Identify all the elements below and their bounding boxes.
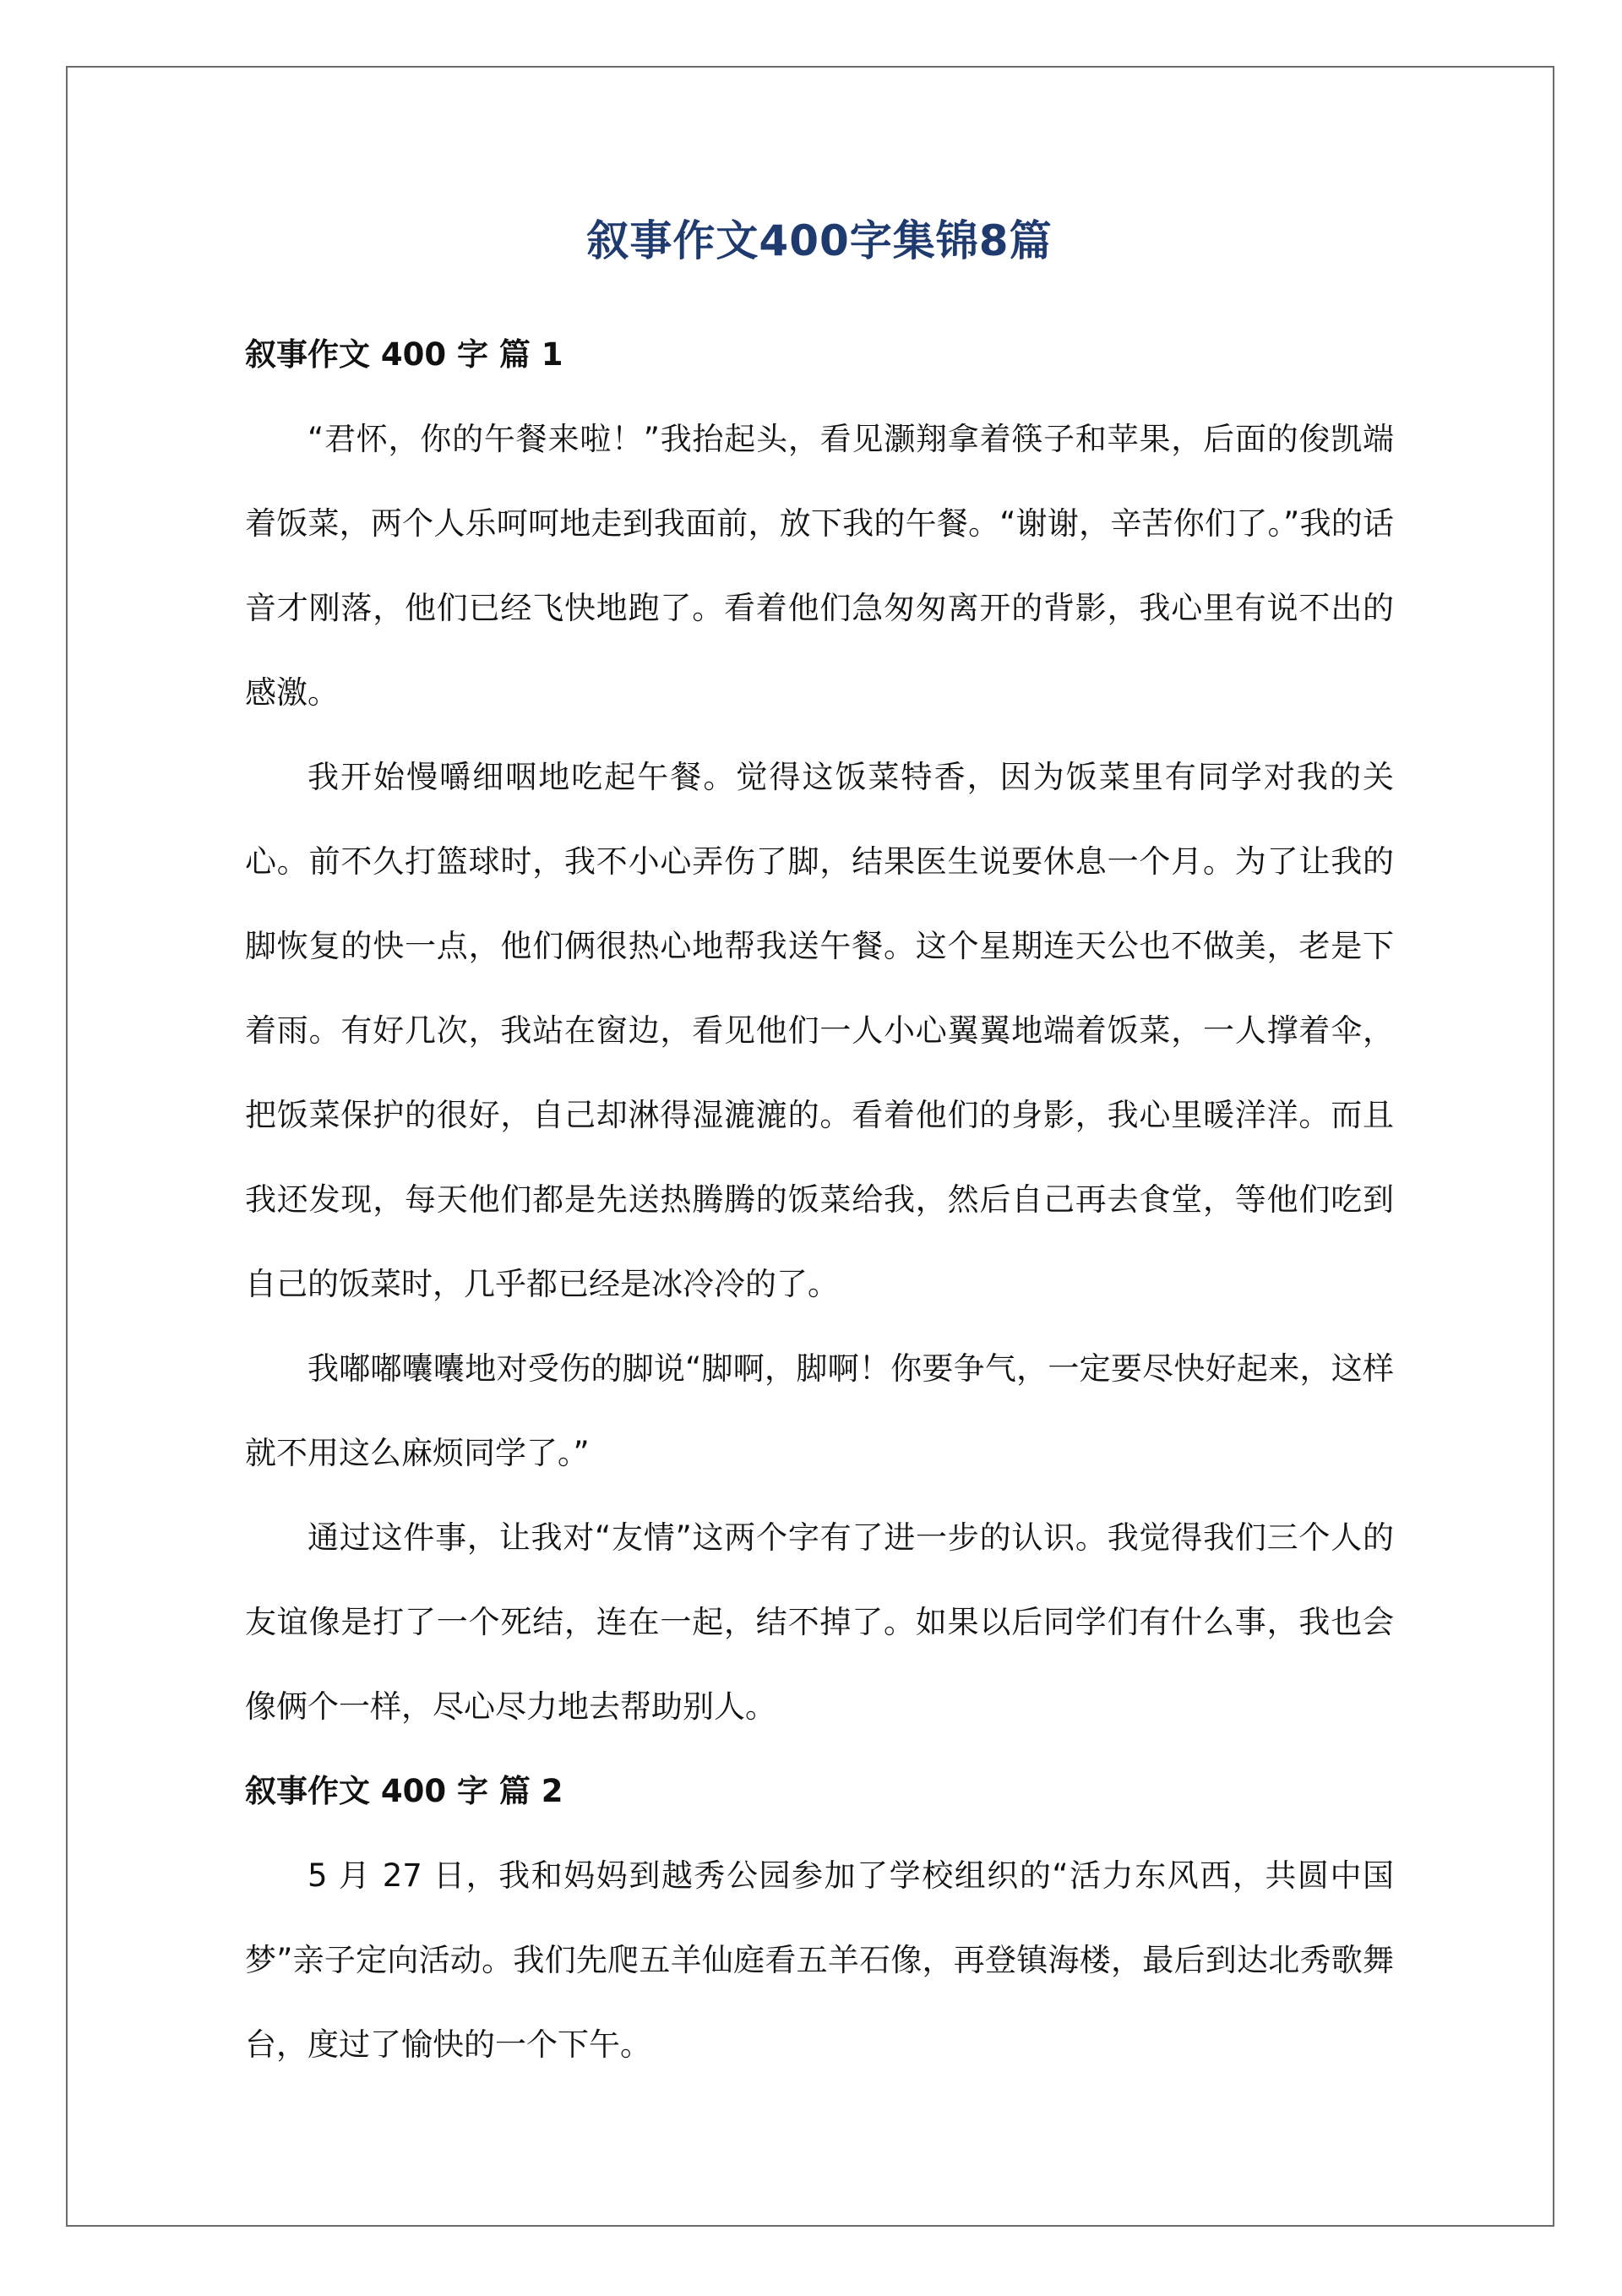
- section-heading-2: 叙事作文 400 字 篇 2: [245, 1773, 563, 1809]
- section-heading-1: 叙事作文 400 字 篇 1: [245, 336, 563, 373]
- paragraph: 通过这件事，让我对“友情”这两个字有了进一步的认识。我觉得我们三个人的友谊像是打了一个死结，连在一起，结不掉了。如果以后同学们有什么事，我也会像俩个一样，尽心尽力地去帮助别人。: [245, 1519, 1394, 1725]
- document-title: 叙事作文400字集锦8篇: [586, 216, 1053, 265]
- paragraph: 我开始慢嚼细咽地吃起午餐。觉得这饭菜特香，因为饭菜里有同学对我的关心。前不久打篮球时，我不小心弄伤了脚，结果医生说要休息一个月。为了让我的脚恢复的快一点，他们俩很热心地帮我送午餐。这个星期连天公也不做美，老是下着雨。有好几次，我站在窗边，看见他们一人小心翼翼地端着饭菜，一人撑着伞，把饭菜保护的很好，自己却淋得湿漉漉的。看着他们的身影，我心里暖洋洋。而且我还发现，每天他们都是先送热腾腾的饭菜给我，然后自己再去食堂，等他们吃到自己的饭菜时，几乎都已经是冰冷冷的了。: [245, 759, 1394, 1302]
- paragraph: “君怀，你的午餐来啦！”我抬起头，看见灏翔拿着筷子和苹果，后面的俊凯端着饭菜，两个人乐呵呵地走到我面前，放下我的午餐。“谢谢，辛苦你们了。”我的话音才刚落，他们已经飞快地跑了。看着他们急匆匆离开的背影，我心里有说不出的感激。: [245, 421, 1394, 711]
- paragraph: 我嘟嘟囔囔地对受伤的脚说“脚啊，脚啊！你要争气，一定要尽快好起来，这样就不用这么麻烦同学了。”: [245, 1350, 1394, 1471]
- document-body: [245, 194, 1394, 2087]
- paragraph: 5 月 27 日，我和妈妈到越秀公园参加了学校组织的“活力东风西，共圆中国梦”亲子定向活动。我们先爬五羊仙庭看五羊石像，再登镇海楼，最后到达北秀歌舞台，度过了愉快的一个下午。: [245, 1857, 1394, 2063]
